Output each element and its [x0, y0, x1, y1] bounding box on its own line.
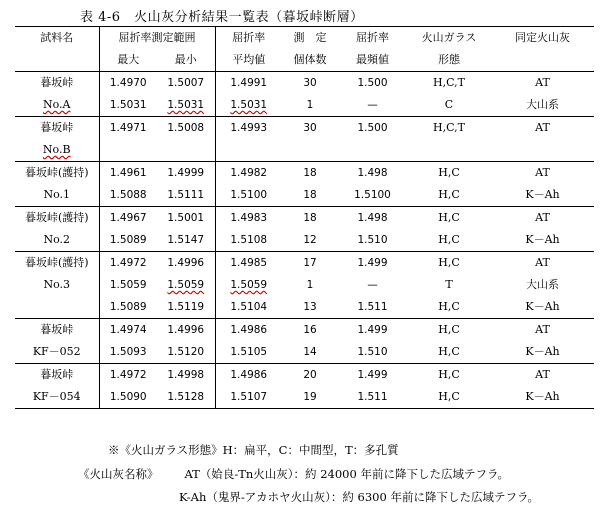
table-row: [15, 139, 594, 162]
cell-count: 17: [282, 252, 338, 275]
table-row: [15, 72, 594, 95]
header-sample-name: 試料名: [15, 27, 99, 50]
cell-max: 1.4974: [99, 319, 157, 342]
header-refractive-range: 屈折率測定範囲: [99, 27, 215, 50]
cell-average: 1.4985: [215, 252, 282, 275]
header-refractive-index-2: 屈折率: [338, 27, 407, 50]
cell-mode: 1.499: [338, 319, 407, 342]
header-min: 最小: [157, 49, 215, 72]
ash-name-note: [78, 466, 509, 482]
cell-average: [215, 139, 282, 162]
cell-count: 18: [303, 189, 317, 201]
cell-average: 1.4991: [215, 72, 282, 95]
cell-sample: 暮坂峠(護持): [15, 252, 99, 275]
cell-glass-form: H,C: [438, 300, 460, 313]
header-identified-ash: 同定火山灰: [491, 27, 594, 50]
cell-glass-form: C: [444, 98, 454, 111]
header-blank: [15, 49, 99, 72]
cell-count: 13: [303, 301, 317, 313]
cell-min: 1.5119: [157, 296, 215, 319]
cell-average: 1.4993: [215, 117, 282, 140]
cell-average: 1.5104: [230, 301, 268, 313]
cell-min: 1.4999: [157, 162, 215, 185]
table-row: [15, 117, 594, 140]
table-row: [15, 94, 594, 117]
header-measure: 測 定: [282, 27, 338, 50]
cell-min: 1.5007: [157, 72, 215, 95]
cell-glass-form: H,C: [407, 207, 491, 230]
cell-ash: AT: [491, 319, 594, 342]
cell-glass-form: H,C: [407, 162, 491, 185]
cell-max: [99, 139, 157, 162]
table-body: [15, 27, 594, 409]
ash-kah-note: K-Ah（鬼界-アカホヤ火山灰）：約 6300 年前に降下した広域テフラ。: [179, 490, 540, 504]
cell-mode: 1.500: [338, 72, 407, 95]
cell-sample: KF－052: [15, 341, 99, 364]
cell-average: 1.5100: [230, 189, 268, 201]
cell-sample: 暮坂峠(護持): [15, 207, 99, 230]
cell-ash: K－Ah: [525, 345, 560, 358]
cell-sample: No.3: [15, 274, 99, 296]
cell-count: 20: [282, 364, 338, 387]
cell-ash: AT: [491, 72, 594, 95]
cell-mode: 1.498: [338, 162, 407, 185]
cell-mode: 1.510: [357, 234, 388, 246]
cell-sample: 暮坂峠: [15, 319, 99, 342]
cell-count: 19: [282, 386, 338, 409]
cell-mode: 1.511: [338, 386, 407, 409]
cell-max: 1.5093: [109, 346, 147, 358]
header-blank-2: [491, 49, 594, 72]
cell-count: 18: [282, 207, 338, 230]
header-average: 平均値: [232, 53, 266, 66]
cell-mode: 1.499: [338, 252, 407, 275]
glass-form-note: ※《火山ガラス形態》H：扁平，C：中間型，T：多孔質: [108, 443, 399, 457]
table-row: [15, 162, 594, 185]
cell-min: 1.5001: [157, 207, 215, 230]
cell-sample: KF－054: [15, 386, 99, 409]
table-row: [15, 319, 594, 342]
cell-count: 30: [282, 117, 338, 140]
cell-average: 1.4986: [215, 364, 282, 387]
cell-average: 1.5031: [230, 99, 268, 111]
table-row: [15, 364, 594, 387]
cell-min: 1.5147: [157, 229, 215, 252]
cell-max: 1.5089: [109, 234, 147, 246]
cell-max: 1.4972: [99, 364, 157, 387]
cell-ash: 大山系: [526, 98, 559, 111]
header-refractive-index: 屈折率: [215, 27, 282, 50]
cell-mode: 1.500: [338, 117, 407, 140]
cell-average: 1.5059: [230, 279, 268, 291]
cell-max: 1.4972: [99, 252, 157, 275]
cell-mode: [338, 139, 407, 162]
cell-sample: 暮坂峠(護持): [15, 162, 99, 185]
cell-sample: 暮坂峠: [15, 117, 99, 140]
ash-name-label: 《火山灰名称》: [78, 467, 159, 481]
cell-average: 1.5107: [215, 386, 282, 409]
cell-count: 18: [282, 162, 338, 185]
cell-max: 1.5031: [109, 99, 147, 111]
cell-min: 1.5128: [157, 386, 215, 409]
ash-at-note: AT（姶良-Tn火山灰）：約 24000 年前に降下した広域テフラ。: [184, 467, 510, 481]
cell-max: 1.5059: [109, 279, 147, 291]
cell-min: 1.4996: [157, 252, 215, 275]
cell-mode: 1.498: [338, 207, 407, 230]
cell-min: [157, 139, 215, 162]
cell-max: 1.5088: [109, 189, 147, 201]
cell-ash: K－Ah: [525, 233, 560, 246]
cell-average: 1.5105: [230, 346, 268, 358]
header-volcanic-glass: 火山ガラス: [407, 27, 491, 50]
cell-mode: —: [367, 279, 378, 291]
cell-count: 1: [306, 279, 314, 291]
cell-count: 12: [303, 234, 317, 246]
cell-glass-form: H,C: [407, 252, 491, 275]
cell-max: 1.4970: [99, 72, 157, 95]
header-count: 個体数: [293, 53, 327, 66]
cell-ash: 大山系: [526, 278, 559, 291]
cell-count: 1: [306, 99, 314, 111]
cell-min: 1.5031: [157, 94, 215, 117]
cell-glass-form: H,C,T: [407, 117, 491, 140]
cell-count: 30: [282, 72, 338, 95]
cell-max: 1.4967: [99, 207, 157, 230]
table-row: [15, 341, 594, 364]
cell-max: 1.5089: [109, 301, 147, 313]
table-row: [15, 274, 594, 296]
table-row: [15, 184, 594, 207]
table-title: 表 4-6 火山灰分析結果一覧表（暮坂峠断層）: [80, 10, 364, 25]
cell-mode: 1.511: [357, 301, 388, 313]
tephra-analysis-table: [15, 26, 594, 409]
header-row-2: [15, 49, 594, 72]
cell-ash: [491, 139, 594, 162]
table-row: [15, 229, 594, 252]
cell-ash: AT: [491, 117, 594, 140]
header-form: 形態: [438, 53, 460, 66]
cell-ash: AT: [491, 207, 594, 230]
cell-glass-form: H,C: [438, 233, 460, 246]
cell-min: 1.5111: [157, 184, 215, 207]
cell-ash: AT: [491, 162, 594, 185]
cell-sample: 暮坂峠: [15, 72, 99, 95]
cell-glass-form: H,C: [407, 386, 491, 409]
cell-glass-form: T: [445, 278, 453, 291]
cell-average: 1.5108: [230, 234, 268, 246]
cell-glass-form: H,C: [438, 345, 460, 358]
cell-sample: No.1: [15, 184, 99, 207]
cell-mode: 1.5100: [354, 189, 391, 201]
table-row: [15, 386, 594, 409]
cell-min: 1.4998: [157, 364, 215, 387]
cell-sample: [15, 296, 99, 319]
cell-max: 1.5090: [99, 386, 157, 409]
header-row-1: [15, 27, 594, 50]
cell-ash: K－Ah: [525, 300, 560, 313]
cell-mode: —: [367, 99, 378, 111]
cell-glass-form: H,C: [438, 188, 460, 201]
cell-sample: No.B: [15, 139, 99, 162]
cell-min: 1.5120: [157, 341, 215, 364]
cell-mode: 1.499: [338, 364, 407, 387]
cell-ash: K－Ah: [491, 386, 594, 409]
table-row: [15, 207, 594, 230]
cell-ash: AT: [491, 252, 594, 275]
cell-count: [282, 139, 338, 162]
cell-sample: 暮坂峠: [15, 364, 99, 387]
cell-max: 1.4971: [99, 117, 157, 140]
cell-glass-form: H,C: [407, 319, 491, 342]
cell-min: 1.4996: [157, 319, 215, 342]
table-row: [15, 296, 594, 319]
cell-glass-form: H,C: [407, 364, 491, 387]
cell-average: 1.4983: [215, 207, 282, 230]
cell-mode: 1.510: [357, 346, 388, 358]
cell-average: 1.4982: [215, 162, 282, 185]
cell-ash: AT: [491, 364, 594, 387]
cell-glass-form: [407, 139, 491, 162]
cell-count: 14: [303, 346, 317, 358]
cell-average: 1.4986: [215, 319, 282, 342]
header-max: 最大: [117, 53, 140, 66]
cell-min: 1.5059: [157, 274, 215, 296]
cell-sample: No.2: [15, 229, 99, 252]
table-row: [15, 252, 594, 275]
cell-ash: K－Ah: [525, 188, 560, 201]
cell-count: 16: [282, 319, 338, 342]
cell-max: 1.4961: [99, 162, 157, 185]
cell-sample: No.A: [15, 94, 99, 117]
header-mode: 最頻値: [356, 53, 389, 66]
cell-glass-form: H,C,T: [407, 72, 491, 95]
cell-min: 1.5008: [157, 117, 215, 140]
